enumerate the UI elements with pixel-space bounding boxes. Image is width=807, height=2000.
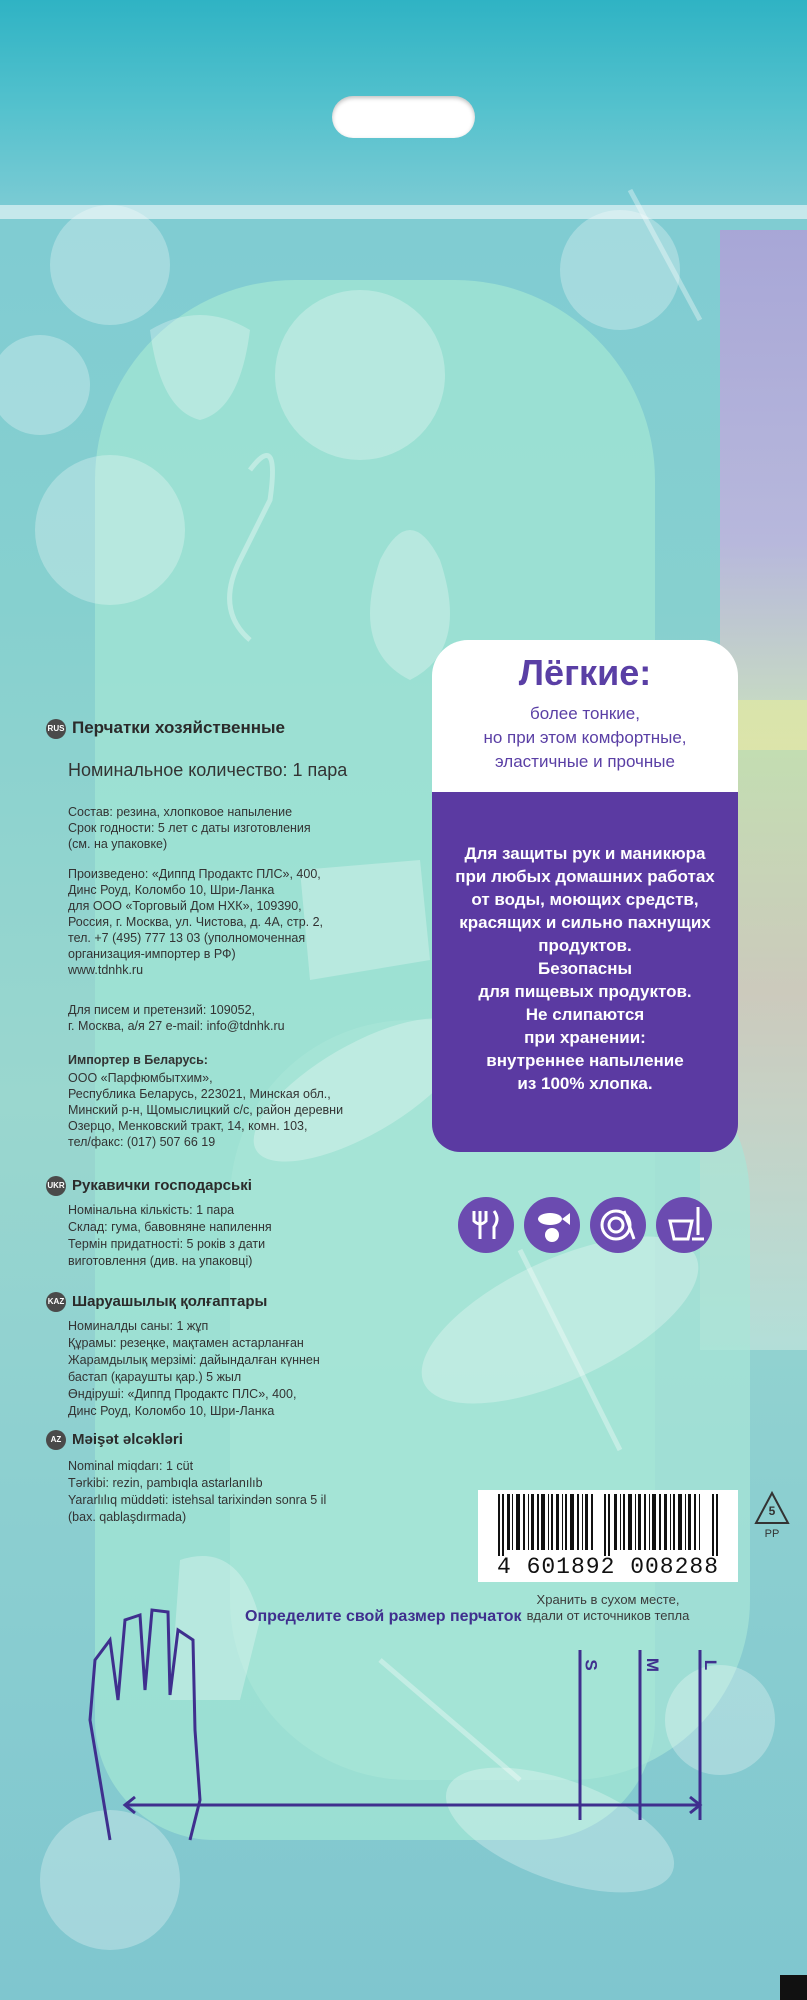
az-title-text: Məişət əlcəkləri [72,1430,183,1448]
ru-claims-line: Для писем и претензий: 109052, [68,1003,255,1017]
lang-code-ua: UKR [46,1176,66,1196]
ru-composition-line: Срок годности: 5 лет с даты изготовления [68,821,311,835]
ru-title-text: Перчатки хозяйственные [72,718,285,737]
az-line: (bax. qablaşdırmada) [68,1510,187,1524]
ru-quantity: Номинальное количество: 1 пара [68,760,348,780]
kz-line: бастап (қараушты қар.) 5 жыл [68,1370,242,1384]
benefit-line: из 100% хлопка. [517,1074,653,1093]
benefit-line: Не слипаются [525,1005,645,1024]
ua-line: виготовлення (див. на упаковці) [68,1254,253,1268]
kz-line: Өндіруші: «Диппд Продактс ПЛС», 400, [68,1387,297,1401]
ua-line: Термін придатності: 5 років з дати [68,1237,266,1251]
kz-title-text: Шаруашылық қолғаптары [72,1292,268,1310]
kz-line: Құрамы: резеңке, мақтамен астарланған [68,1336,304,1350]
az-line: Yararlılıq müddəti: istehsal tarixindən sonra 5 il [68,1493,327,1507]
ua-line: Номінальна кількість: 1 пара [68,1203,235,1217]
ru-manufacturer-line: Динс Роуд, Коломбо 10, Шри-Ланка [68,883,275,897]
storage-line: Хранить в сухом месте, [536,1592,680,1607]
benefit-line: Для защиты рук и маникюра [464,844,706,863]
lang-code-az: AZ [46,1430,66,1450]
benefit-line: красящих и сильно пахнущих [459,913,711,932]
benefit-line: внутреннее напыление [486,1051,684,1070]
recycle-material: PP [764,1528,780,1540]
lang-code-ru: RUS [46,719,66,739]
benefit-line: продуктов. [538,936,632,955]
kz-line: Динс Роуд, Коломбо 10, Шри-Ланка [68,1404,275,1418]
size-label-m: M [643,1657,663,1673]
size-label-s: S [581,1659,601,1671]
ru-importer-line: Республика Беларусь, 223021, Минская обл., [68,1087,331,1101]
ru-manufacturer-line: Произведено: «Диппд Продактс ПЛС», 400, [68,867,321,881]
benefit-line: Безопасны [537,959,633,978]
barcode-number: 4 601892 008288 [496,1554,720,1580]
ru-composition-line: (см. на упаковке) [68,837,168,851]
badge-title: Лёгкие: [518,652,652,693]
badge-line: но при этом комфортные, [483,728,687,747]
size-guide-title: Определите свой размер перчаток [245,1608,522,1625]
badge-line: эластичные и прочные [495,752,675,771]
kz-line: Номиналды саны: 1 жұп [68,1319,209,1333]
benefit-line: при хранении: [524,1028,646,1047]
recycle-code: 5 [768,1504,776,1518]
ru-manufacturer-line: тел. +7 (495) 777 13 03 (уполномоченная [68,931,306,945]
kz-line: Жарамдылық мерзімі: дайындалған күннен [68,1353,320,1367]
benefit-line: для пищевых продуктов. [478,982,692,1001]
badge-line: более тонкие, [530,704,640,723]
ru-importer-line: тел/факс: (017) 507 66 19 [68,1135,216,1149]
ru-website: www.tdnhk.ru [68,963,144,977]
ru-composition-line: Состав: резина, хлопковое напыление [68,805,293,819]
az-line: Nominal miqdarı: 1 cüt [68,1459,194,1473]
benefit-line: при любых домашних работах [455,867,715,886]
ru-claims-line: г. Москва, а/я 27 e-mail: info@tdnhk.ru [68,1019,285,1033]
ru-importer-line: Минский р-н, Щомыслицкий с/с, район деревни [68,1103,344,1117]
az-line: Tərkibi: rezin, pambıqla astarlanılıb [68,1476,263,1490]
lang-code-kz: KAZ [46,1292,66,1312]
ru-importer-line: Озерцо, Менковский тракт, 14, комн. 103, [68,1119,308,1133]
ua-title-text: Рукавички господарські [72,1176,252,1194]
benefit-line: от воды, моющих средств, [471,890,699,909]
size-label-l: L [701,1659,721,1671]
ru-manufacturer-line: организация-импортер в РФ) [68,947,236,961]
ru-manufacturer-line: Россия, г. Москва, ул. Чистова, д. 4А, стр. 2, [68,915,324,929]
package-corner [780,1975,807,2000]
ua-line: Склад: гума, бавовняне напилення [68,1220,272,1234]
storage-line: вдали от источников тепла [526,1608,690,1623]
ru-manufacturer-line: для ООО «Торговый Дом НХК», 109390, [68,899,302,913]
ru-importer-line: ООО «Парфюмбытхим», [68,1071,213,1085]
ru-importer-title: Импортер в Беларусь: [68,1053,208,1067]
